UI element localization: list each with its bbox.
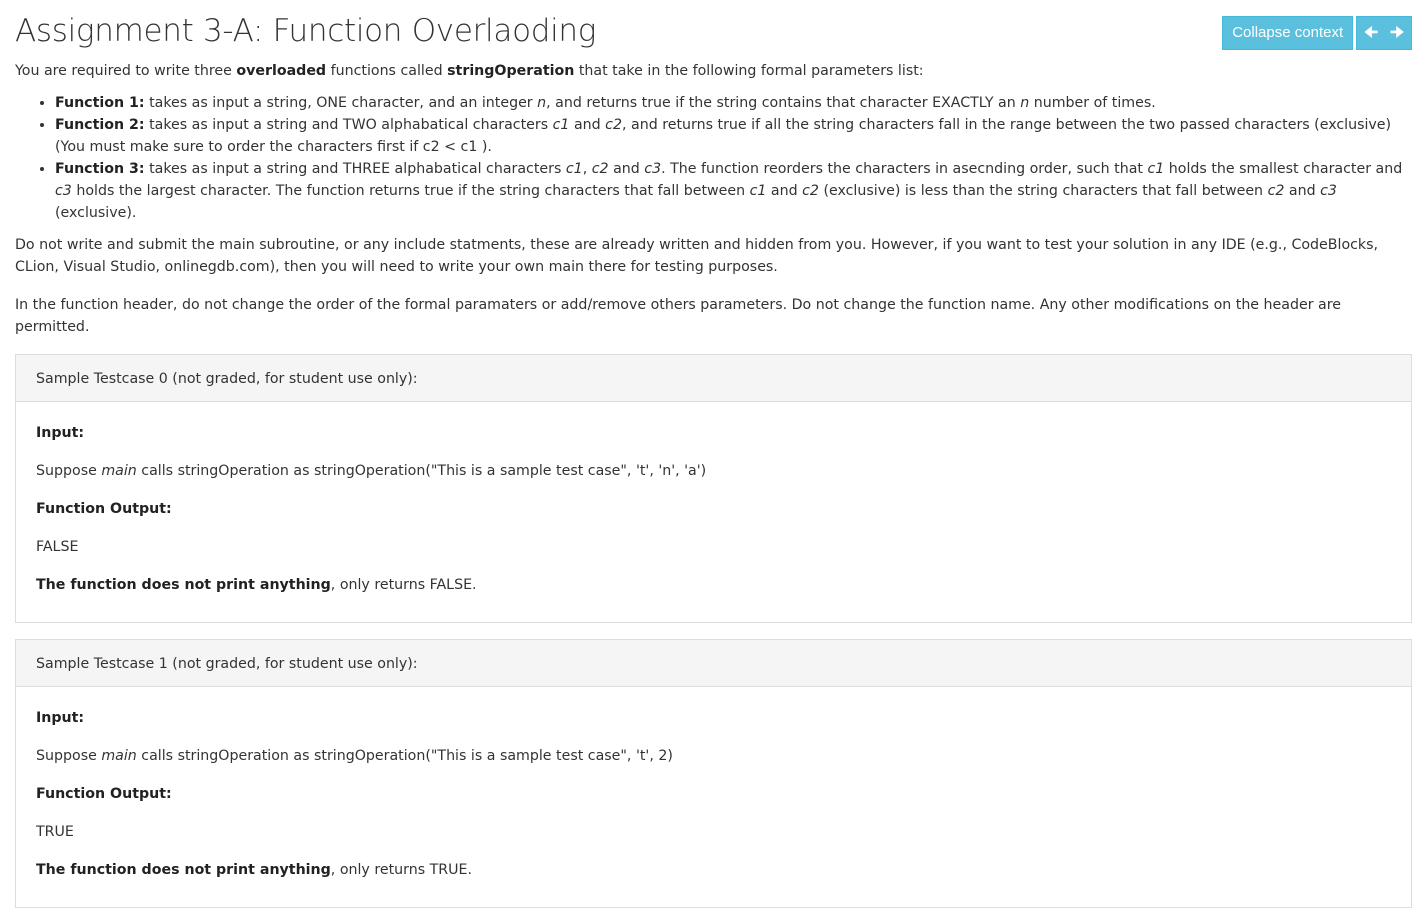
function-1-item (55, 92, 1412, 114)
text: , and returns true if all the string characters fall in the range between the two passed characters (exclusive) (You must make sure to order the characters first if c2 < c1 ). (55, 117, 1392, 155)
text: and (569, 117, 606, 133)
var: c2 (802, 183, 819, 199)
text: takes as input a string and THREE alphabatical characters (144, 161, 566, 177)
main-subroutine-paragraph: Do not write and submit the main subroutine, or any include statments, these are already written and hidden from you. However, if you want to test your solution in any IDE (e.g., CodeBlocks, CLion, Visual Studio, onlinegdb.com), then you will need to write your own main there for testing purposes. (15, 237, 1379, 275)
testcase-note (36, 574, 1391, 596)
var: c3 (644, 161, 662, 177)
text: , and returns true if the string contains that character EXACTLY an (546, 95, 1021, 111)
text: and (766, 183, 803, 199)
intro-bold-function-name: stringOperation (447, 63, 575, 79)
arrow-right-icon[interactable]: 🠊 (1390, 24, 1404, 41)
text: (exclusive) is less than the string characters that fall between (818, 183, 1268, 199)
text: number of times. (1029, 95, 1156, 111)
note-bold: The function does not print anything (36, 577, 331, 593)
function-label: Function 2: (55, 117, 145, 133)
nav-button-group (1356, 16, 1412, 50)
text: holds the smallest character and (1164, 161, 1403, 177)
var: c2 (591, 161, 609, 177)
var: c1 (1147, 161, 1165, 177)
text: and (1284, 183, 1321, 199)
testcase-call (36, 460, 1391, 482)
function-2-item (55, 114, 1412, 158)
testcase-note (36, 859, 1391, 881)
intro-paragraph (15, 60, 1412, 82)
function-3-item (55, 158, 1412, 224)
function-header-paragraph: In the function header, do not change the order of the formal paramaters or add/remove others parameters. Do not change the function name. Any other modifications on the header are permitted. (15, 297, 1341, 335)
text: and (608, 161, 645, 177)
var: c1 (565, 161, 583, 177)
text: , only returns FALSE. (330, 577, 477, 593)
input-label: Input: (36, 425, 85, 441)
output-label: Function Output: (36, 501, 172, 517)
var: c1 (749, 183, 767, 199)
output-value: TRUE (36, 824, 74, 840)
text: . The function reorders the characters in asecnding order, such that (661, 161, 1148, 177)
testcase-body (16, 402, 1411, 622)
text: calls stringOperation as stringOperation("This is a sample test case", 't', 'n', 'a') (136, 463, 707, 479)
main-italic: main (101, 748, 137, 764)
var: c2 (605, 117, 622, 133)
text: takes as input a string, ONE character, and an integer (144, 95, 538, 111)
var: n (537, 95, 547, 111)
main-italic: main (101, 463, 137, 479)
intro-bold-overloaded: overloaded (236, 63, 327, 79)
testcase-heading: Sample Testcase 0 (not graded, for student use only): (16, 355, 1411, 402)
testcase-call (36, 745, 1391, 767)
text: , (582, 161, 592, 177)
function-label: Function 1: (55, 95, 145, 111)
note-bold: The function does not print anything (36, 862, 331, 878)
intro-text: that take in the following formal parameters list: (574, 63, 924, 79)
text: Suppose (36, 748, 102, 764)
function-list (15, 92, 1412, 224)
text: takes as input a string and TWO alphabatical characters (144, 117, 553, 133)
intro-text: You are required to write three (15, 63, 237, 79)
intro-text: functions called (326, 63, 448, 79)
page-title: Assignment 3-A: Function Overlaoding (15, 13, 597, 49)
var: n (1020, 95, 1030, 111)
var: c2 (1267, 183, 1285, 199)
var: c1 (552, 117, 570, 133)
testcase-body (16, 687, 1411, 907)
var: c3 (1320, 183, 1337, 199)
text: holds the largest character. The function returns true if the string characters that fall between (71, 183, 750, 199)
text: (exclusive). (55, 205, 137, 221)
assignment-content (15, 60, 1412, 924)
context-toolbar (1222, 16, 1412, 50)
text: Suppose (36, 463, 102, 479)
output-label: Function Output: (36, 786, 172, 802)
testcase-panel-1 (15, 639, 1412, 908)
var: c3 (55, 183, 72, 199)
collapse-context-button[interactable]: Collapse context (1222, 16, 1353, 50)
testcase-heading: Sample Testcase 1 (not graded, for student use only): (16, 640, 1411, 687)
input-label: Input: (36, 710, 85, 726)
output-value: FALSE (36, 539, 79, 555)
testcase-panel-0 (15, 354, 1412, 623)
arrow-left-icon[interactable]: 🠈 (1364, 24, 1379, 41)
function-label: Function 3: (55, 161, 145, 177)
text: , only returns TRUE. (330, 862, 472, 878)
text: calls stringOperation as stringOperation("This is a sample test case", 't', 2) (136, 748, 673, 764)
